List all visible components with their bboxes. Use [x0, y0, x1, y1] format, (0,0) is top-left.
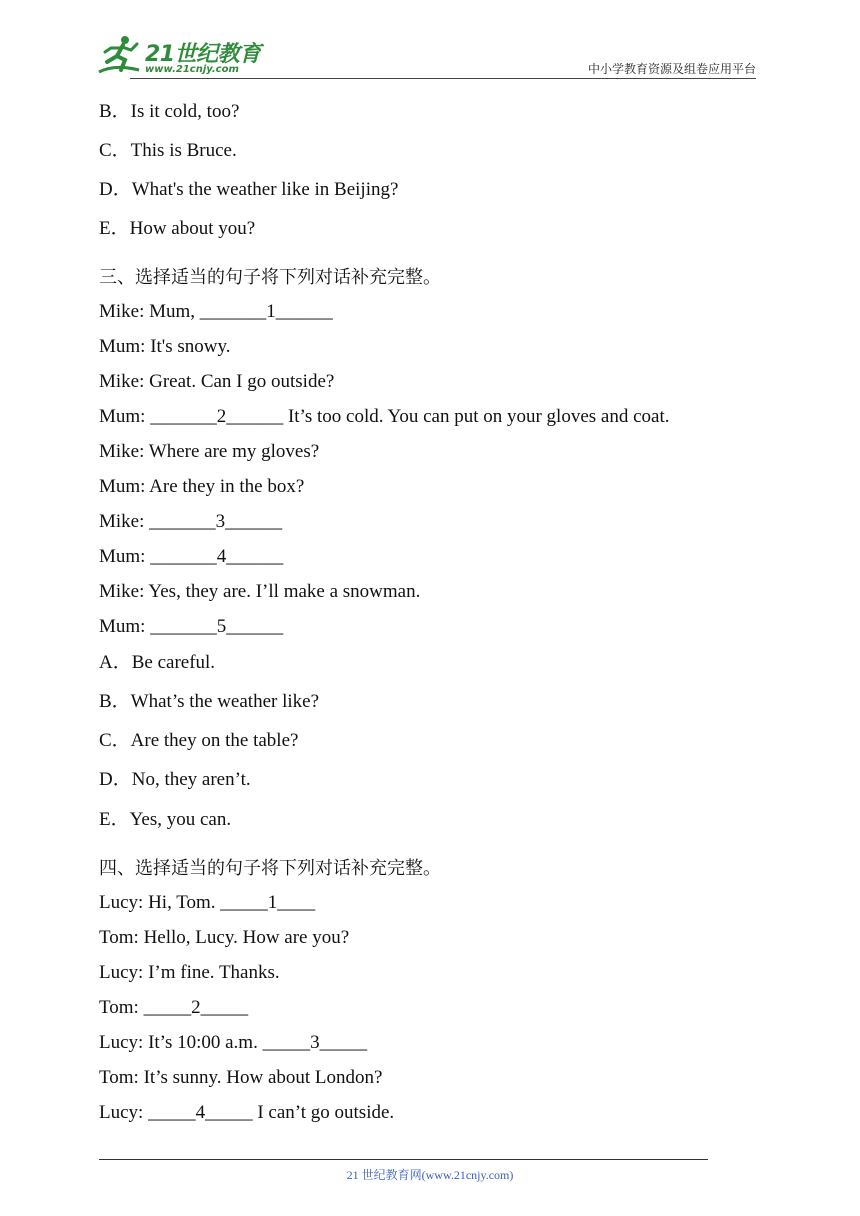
dialogue-line: Tom: _____2_____ — [99, 997, 249, 1018]
dialogue-line: Tom: It’s sunny. How about London? — [99, 1067, 383, 1088]
dialogue-line: Mum: _______4______ — [99, 546, 284, 567]
dialogue-line: Mike: _______3______ — [99, 511, 283, 532]
dialogue-line: Mike: Great. Can I go outside? — [99, 371, 335, 392]
option-line: D．What's the weather like in Beijing? — [99, 179, 399, 200]
site-tagline: 中小学教育资源及组卷应用平台 — [587, 62, 756, 76]
dialogue-line: Tom: Hello, Lucy. How are you? — [99, 927, 350, 948]
option-line: E．How about you? — [99, 218, 256, 239]
option-line: D．No, they aren’t. — [99, 769, 251, 790]
option-line: B．What’s the weather like? — [99, 691, 320, 712]
dialogue-line: Lucy: Hi, Tom. _____1____ — [99, 892, 316, 913]
dialogue-line: Lucy: I’m fine. Thanks. — [99, 962, 280, 983]
footer-link[interactable]: 21 世纪教育网(www.21cnjy.com) — [346, 1168, 514, 1182]
dialogue-line: Mike: Yes, they are. I’ll make a snowman. — [99, 581, 421, 602]
dialogue-line: Mum: It's snowy. — [99, 336, 231, 357]
dialogue-line: Mike: Where are my gloves? — [99, 441, 320, 462]
option-line: C．Are they on the table? — [99, 730, 299, 751]
logo-url: www.21cnjy.com — [145, 64, 239, 75]
dialogue-line: Mike: Mum, _______1______ — [99, 301, 333, 322]
option-line: A．Be careful. — [99, 652, 216, 673]
runner-icon — [95, 34, 143, 78]
dialogue-line: Lucy: It’s 10:00 a.m. _____3_____ — [99, 1032, 368, 1053]
logo-text: 21世纪教育 — [145, 42, 261, 67]
option-line: B．Is it cold, too? — [99, 101, 240, 122]
option-line: C．This is Bruce. — [99, 140, 237, 161]
section-heading: 三、选择适当的句子将下列对话补充完整。 — [99, 267, 441, 288]
option-line: E．Yes, you can. — [99, 809, 232, 830]
header-divider — [130, 78, 756, 79]
dialogue-line: Mum: _______5______ — [99, 616, 284, 637]
section-heading: 四、选择适当的句子将下列对话补充完整。 — [99, 858, 441, 879]
dialogue-line: Lucy: _____4_____ I can’t go outside. — [99, 1102, 395, 1123]
site-logo[interactable] — [95, 34, 265, 78]
dialogue-line: Mum: _______2______ It’s too cold. You can put on your gloves and coat. — [99, 406, 670, 427]
page-header — [0, 0, 860, 80]
footer-divider — [99, 1159, 708, 1160]
dialogue-line: Mum: Are they in the box? — [99, 476, 305, 497]
